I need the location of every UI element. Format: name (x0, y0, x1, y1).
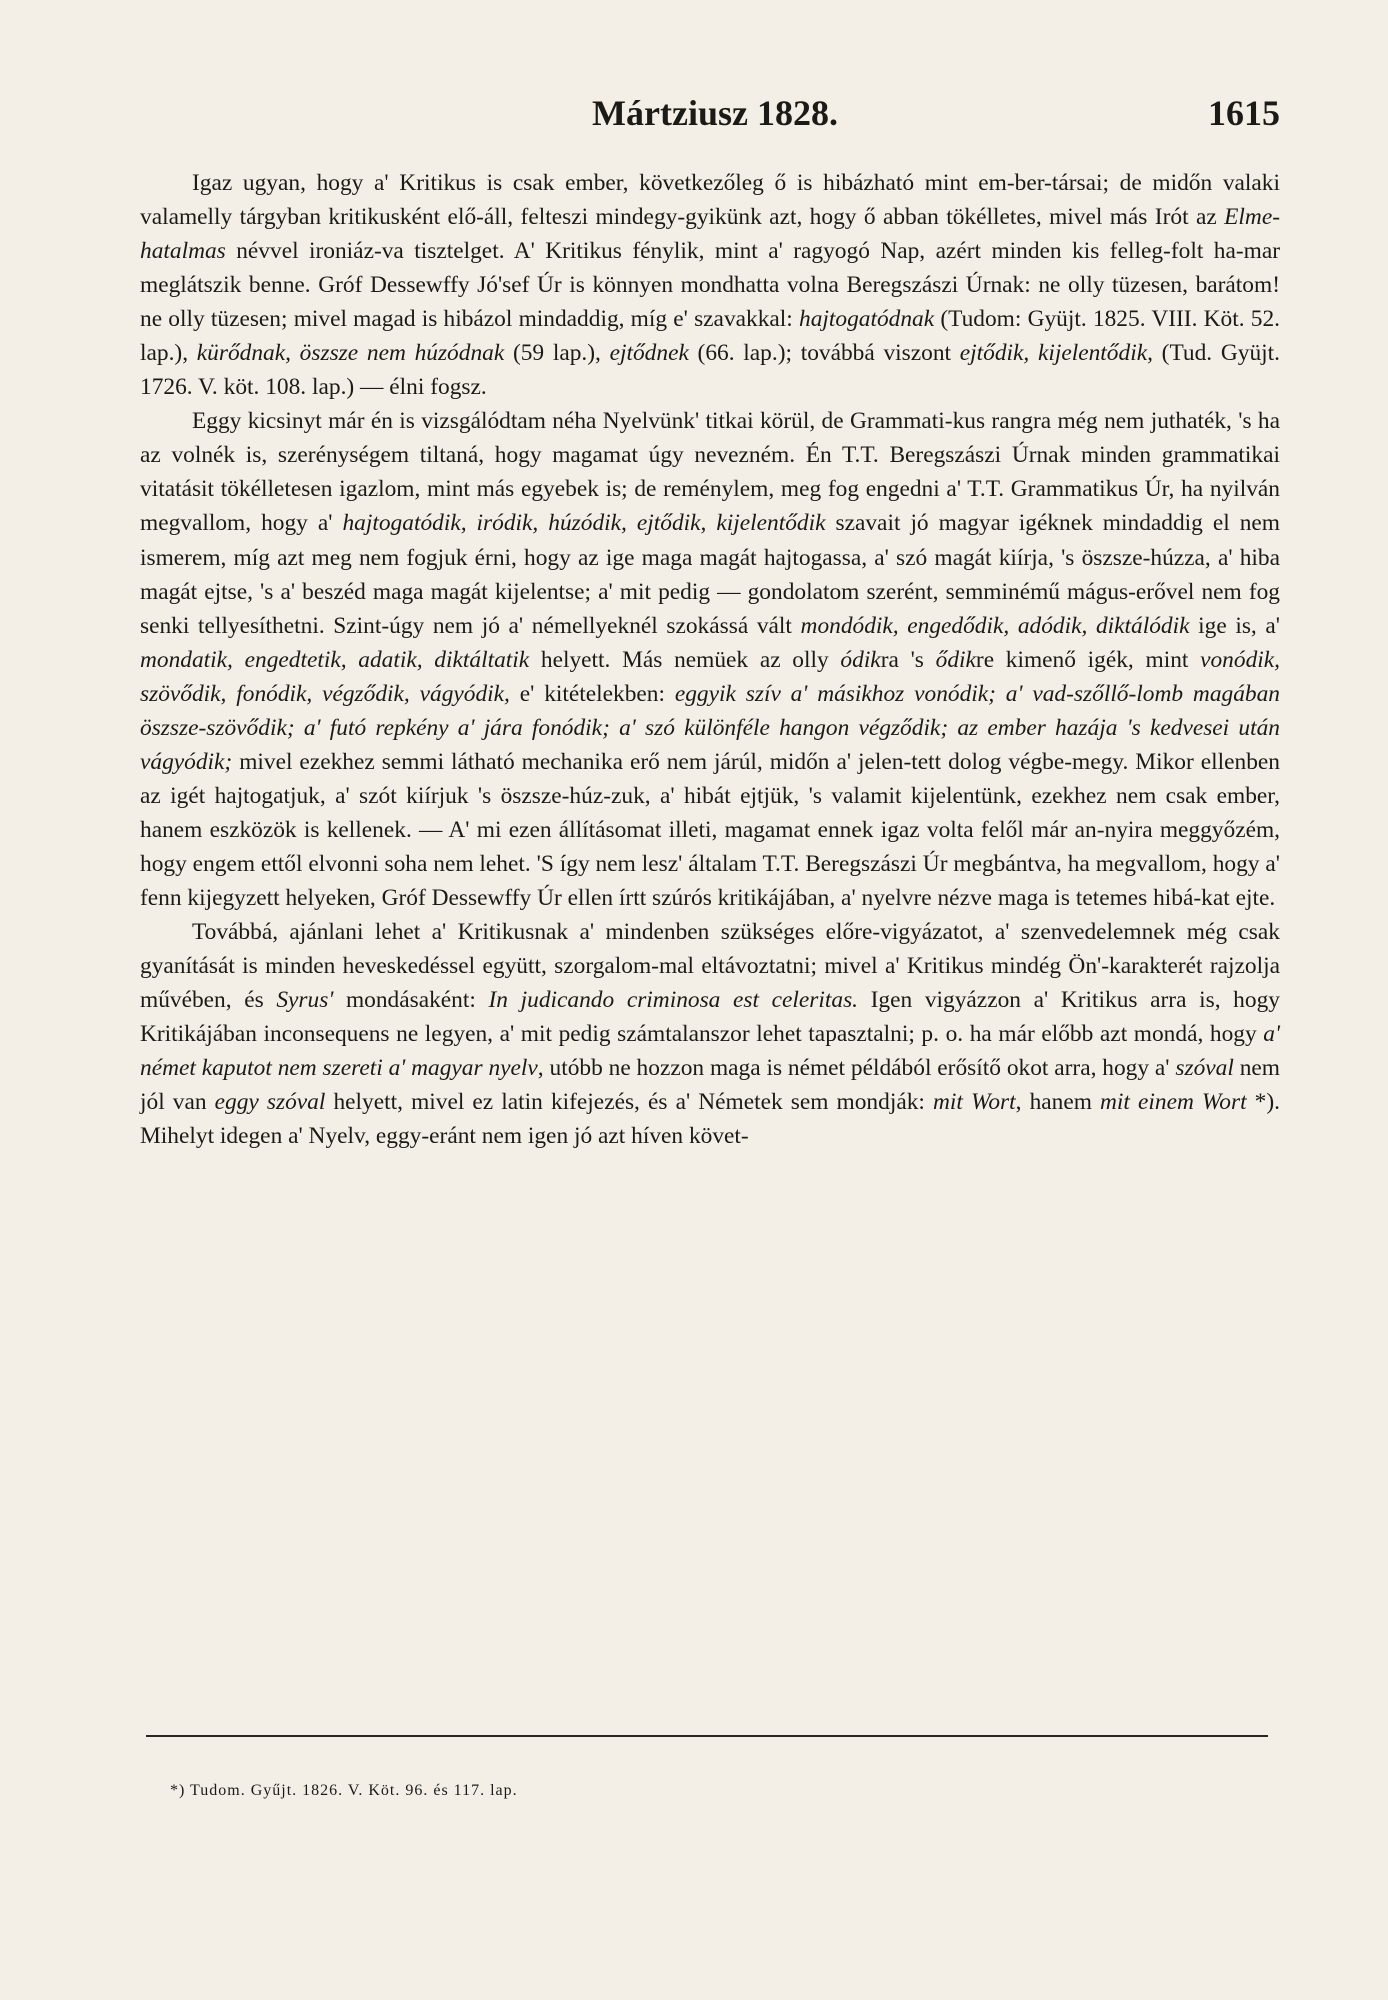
paragraph-2: Eggy kicsinyt már én is vizsgálódtam néha Nyelvünk' titkai körül, de Grammati-kus rangra még nem juthaték, 's ha az volnék is, szerénységem tiltaná, hogy magamat úgy nevezném. Én T.T. Beregszászi Úrnak minden grammatikai vitatásit tökélletesen igazlom, mint más egyebek is; de reménylem, meg fog engedni a' T.T. Grammatikus Úr, ha nyilván megvallom, hogy a' hajtogatódik, iródik, húzódik, ejtődik, kijelentődik szavait jó magyar igéknek mindaddig el nem ismerem, míg azt meg nem fogjuk érni, hogy az ige maga magát hajtogassa, a' szó magát kiírja, 's öszsze-húzza, a' hiba magát ejtse, 's a' beszéd maga magát kijelentse; a' mit pedig — gondolatom szerént, semminémű mágus-erővel nem fog senki tellyesíthetni. Szint-úgy nem jó a' némellyeknél szokássá vált mondódik, engedődik, adódik, diktálódik ige is, a' mondatik, engedtetik, adatik, diktáltatik helyett. Más nemüek az olly ódikra 's ődikre kimenő igék, mint vonódik, szövődik, fonódik, végződik, vágyódik, e' kitételekben: eggyik szív a' másikhoz vonódik; a' vad-szőllő-lomb magában öszsze-szövődik; a' futó repkény a' jára fonódik; a' szó különféle hangon végződik; az ember hazája 's kedvesei után vágyódik; mivel ezekhez semmi látható mechanika erő nem járúl, midőn a' jelen-tett dolog végbe-megy. Mikor ellenben az igét hajtogatjuk, a' szót kiírjuk 's öszsze-húz-zuk, a' hibát ejtjük, 's valamit kijelentünk, ezekhez nem csak ember, hanem eszközök is kellenek. — A' mi ezen állításomat illeti, magamat ennek igaz volta felől már an-nyira meggyőzém, hogy engem ettől elvonni soha nem lehet. 'S így nem lesz' általam T.T. Beregszászi Úr megbántva, ha megvallom, hogy a' fenn kijegyzett helyeken, Gróf Dessewffy Úr ellen írtt szúrós kritikájában, a' nyelvre nézve maga is tetemes hibá-kat ejte. (140, 408, 1281, 911)
page-number: 1615 (1208, 93, 1280, 133)
footnote-divider (146, 1735, 1268, 1737)
footnote: *) Tudom. Gyűjt. 1826. V. Köt. 96. és 117. lap. (170, 1782, 518, 1799)
running-title: Mártziusz 1828. (592, 93, 838, 133)
page-header (150, 92, 1280, 142)
paragraph-3: Továbbá, ajánlani lehet a' Kritikusnak a' mindenben szükséges előre-vigyázatot, a' szenvedelemnek még csak gyanítását is minden heveskedéssel együtt, szorgalom-mal eltávoztatni; mivel a' Kritikus mindég Ön'-karakterét rajzolja művében, és Syrus' mondásaként: In judicando criminosa est celeritas. Igen vigyázzon a' Kritikus arra is, hogy Kritikájában inconsequens ne legyen, a' mit pedig számtalanszor lehet tapasztalni; p. o. ha már előbb azt mondá, hogy a' német kaputot nem szereti a' magyar nyelv, utóbb ne hozzon maga is német példából erősítő okot arra, hogy a' szóval nem jól van eggy szóval helyett, mivel ez latin kifejezés, és a' Németek sem mondják: mit Wort, hanem mit einem Wort *). Mihelyt idegen a' Nyelv, eggy-eránt nem igen jó azt híven követ- (140, 919, 1281, 1150)
body-text (140, 166, 1280, 1153)
paragraph-1: Igaz ugyan, hogy a' Kritikus is csak ember, következőleg ő is hibázható mint em-ber-társai; de midőn valaki valamelly tárgyban kritikusként elő-áll, felteszi mindegy-gyikünk azt, hogy ő abban tökélletes, mivel más Irót az Elme-hatalmas névvel ironiáz-va tisztelget. A' Kritikus fénylik, mint a' ragyogó Nap, azért minden kis felleg-folt ha-mar meglátszik benne. Gróf Dessewffy Jó'sef Úr is könnyen mondhatta volna Beregszászi Úrnak: ne olly tüzesen, barátom! ne olly tüzesen; mivel magad is hibázol mindaddig, míg e' szavakkal: hajtogatódnak (Tudom: Gyüjt. 1825. VIII. Köt. 52. lap.), kürődnak, öszsze nem húzódnak (59 lap.), ejtődnek (66. lap.); továbbá viszont ejtődik, kijelentődik, (Tud. Gyüjt. 1726. V. köt. 108. lap.) — élni fogsz. (140, 170, 1281, 401)
